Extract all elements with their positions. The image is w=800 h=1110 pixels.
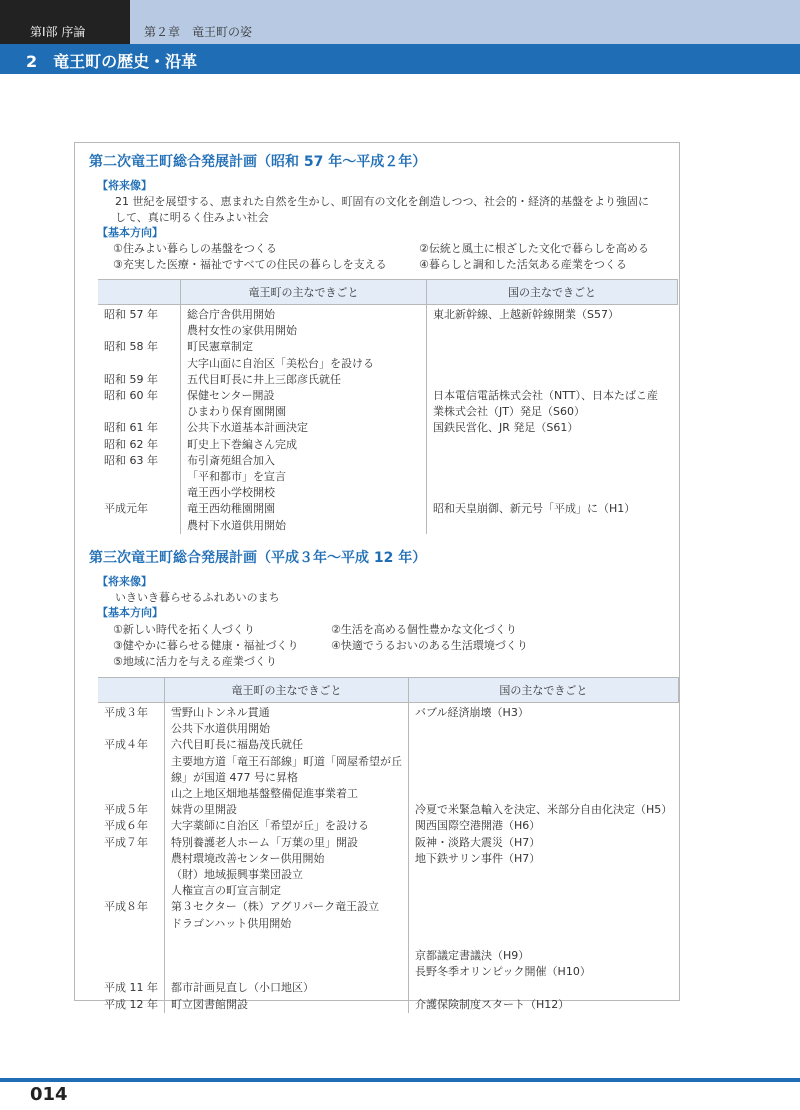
plan2-town-line: 竜王西小学校開校 bbox=[187, 486, 275, 500]
plan3-nation-line: 介護保険制度スタート（H12） bbox=[415, 997, 570, 1011]
footer-rule bbox=[0, 1078, 800, 1082]
plan2-nation-line: 業株式会社（JT）発足（S60） bbox=[433, 405, 585, 419]
plan3-town-line: 町立図書館開設 bbox=[171, 997, 248, 1011]
plan2-town-line: 五代目町長に井上三郎彦氏就任 bbox=[187, 372, 341, 386]
plan3-year-line bbox=[104, 867, 158, 883]
plan3-year-line: 平成 11 年 bbox=[104, 981, 158, 995]
plan3-table-body bbox=[98, 703, 678, 1013]
plan3-direction-1: ①新しい時代を拓く人づくり bbox=[113, 623, 255, 636]
plan2-nation-line bbox=[433, 323, 672, 339]
plan3-future-line1: いきいき暮らせるふれあいのまち bbox=[115, 591, 280, 604]
plan3-direction-5: ⑤地域に活力を与える産業づくり bbox=[113, 655, 277, 668]
plan2-town-line: 「平和都市」を宣言 bbox=[187, 470, 286, 484]
plan2-box bbox=[74, 142, 680, 539]
plan3-town-line: 妹背の里開設 bbox=[171, 803, 237, 817]
plan3-town-line: 第３セクター（株）アグリパーク竜王設立 bbox=[171, 900, 380, 914]
plan2-town-header: 竜王町の主なできごと bbox=[181, 280, 427, 305]
plan3-nation-line bbox=[415, 754, 672, 770]
plan3-nation-line bbox=[415, 737, 672, 753]
plan3-year-line: 平成３年 bbox=[104, 706, 148, 719]
plan2-nation-line bbox=[433, 453, 672, 469]
plan2-table bbox=[98, 279, 678, 534]
plan3-nation-line bbox=[415, 721, 672, 737]
plan3-year-line: 平成６年 bbox=[104, 819, 148, 833]
plan2-nation-line bbox=[433, 372, 672, 388]
plan2-year-line bbox=[104, 485, 174, 501]
plan2-town-column bbox=[181, 305, 427, 534]
plan2-nation-line: 東北新幹線、上越新幹線開業（S57） bbox=[433, 308, 619, 321]
plan2-nation-line bbox=[433, 437, 672, 453]
plan2-nation-line: 国鉄民営化、JR 発足（S61） bbox=[433, 421, 579, 435]
plan2-title: 第二次竜王町総合発展計画（昭和 57 年〜平成２年） bbox=[89, 154, 427, 170]
plan3-nation-column bbox=[409, 703, 679, 1013]
plan3-nation-line: 京都議定書議決（H9） bbox=[415, 949, 530, 963]
plan3-town-line: 主要地方道「竜王石部線」町道「岡屋希望が丘 bbox=[171, 754, 402, 768]
plan2-nation-column bbox=[427, 305, 678, 534]
plan3-town-line: 線」が国道 477 号に昇格 bbox=[171, 770, 298, 784]
plan2-year-line: 平成元年 bbox=[104, 502, 148, 516]
plan3-nation-line bbox=[415, 899, 672, 915]
plan2-year-line bbox=[104, 469, 174, 485]
header-chapter-label: 第２章 竜王町の姿 bbox=[144, 25, 253, 39]
plan2-direction-2: ②伝統と風土に根ざした文化で暮らしを高める bbox=[419, 242, 649, 255]
plan3-town-line: 公共下水道供用開始 bbox=[171, 722, 270, 736]
plan3-town-header: 竜王町の主なできごと bbox=[165, 678, 409, 703]
plan3-town-line: （財）地域振興事業団設立 bbox=[171, 868, 303, 882]
plan3-town-column bbox=[165, 703, 409, 1013]
plan3-nation-line: 地下鉄サリン事件（H7） bbox=[415, 851, 541, 865]
plan3-town-line: ドラゴンハット供用開始 bbox=[171, 916, 292, 930]
plan3-table bbox=[98, 677, 679, 1013]
plan3-year-line bbox=[104, 916, 158, 932]
plan3-direction-3: ③健やかに暮らせる健康・福祉づくり bbox=[113, 639, 299, 652]
plan3-town-line: 山之上地区畑地基盤整備促進事業着工 bbox=[171, 787, 358, 801]
plan3-year-line bbox=[104, 932, 158, 948]
page-number: 014 bbox=[30, 1084, 68, 1105]
plan2-direction-4: ④暮らしと調和した活気ある産業をつくる bbox=[419, 258, 627, 271]
plan3-town-line: 大字薬師に自治区「希望が丘」を設ける bbox=[171, 819, 369, 833]
plan2-town-line: ひまわり保育園開園 bbox=[187, 405, 286, 419]
plan3-year-line bbox=[104, 883, 158, 899]
plan2-town-line: 大字山面に自治区「美松台」を設ける bbox=[187, 356, 374, 370]
plan3-year-line: 平成 12 年 bbox=[104, 997, 158, 1011]
plan3-nation-line bbox=[415, 916, 672, 932]
plan3-year-line bbox=[104, 770, 158, 786]
plan2-town-line: 保健センター開設 bbox=[187, 389, 275, 403]
plan3-town-line bbox=[171, 932, 402, 948]
plan2-year-line: 昭和 58 年 bbox=[104, 340, 158, 354]
section-title-bar bbox=[0, 44, 800, 74]
plan2-year-line bbox=[104, 323, 174, 339]
plan3-town-line: 人権宣言の町宣言制定 bbox=[171, 884, 281, 898]
plan3-year-line: 平成７年 bbox=[104, 835, 148, 849]
plan2-future-line2: して、真に明るく住みよい社会 bbox=[115, 211, 269, 224]
plan3-year-line bbox=[104, 721, 158, 737]
plan2-nation-line bbox=[433, 518, 672, 534]
plan3-nation-line: 関西国際空港開港（H6） bbox=[415, 819, 541, 833]
plan3-town-line: 六代目町長に福島茂氏就任 bbox=[171, 738, 303, 752]
section-title: 2 竜王町の歴史・沿革 bbox=[26, 52, 198, 71]
plan3-nation-line bbox=[415, 770, 672, 786]
plan2-future-label: 【将来像】 bbox=[97, 179, 152, 192]
plan3-town-line: 都市計画見直し（小口地区） bbox=[171, 981, 314, 995]
header-chapter-bar bbox=[130, 0, 800, 44]
plan2-town-line: 農村下水道供用開始 bbox=[187, 518, 286, 532]
plan3-year-line: 平成５年 bbox=[104, 803, 148, 817]
header-part-tab bbox=[0, 0, 130, 44]
plan2-town-line: 竜王西幼稚園開園 bbox=[187, 502, 275, 516]
plan2-town-line: 町民憲章制定 bbox=[187, 340, 253, 354]
plan2-nation-line bbox=[433, 469, 672, 485]
plan3-nation-line bbox=[415, 980, 672, 996]
plan3-nation-line bbox=[415, 867, 672, 883]
plan2-year-line bbox=[104, 518, 174, 534]
plan2-nation-line bbox=[433, 485, 672, 501]
plan2-year-line: 昭和 60 年 bbox=[104, 389, 158, 403]
plan3-direction-2: ②生活を高める個性豊かな文化づくり bbox=[331, 623, 517, 636]
plan3-year-line: 平成８年 bbox=[104, 900, 148, 914]
plan3-town-line: 特別養護老人ホーム「万葉の里」開設 bbox=[171, 835, 358, 849]
plan3-nation-line bbox=[415, 786, 672, 802]
plan2-year-line: 昭和 61 年 bbox=[104, 421, 158, 435]
plan2-year-line: 昭和 63 年 bbox=[104, 453, 158, 467]
plan2-nation-header: 国の主なできごと bbox=[427, 280, 678, 305]
plan3-year-line bbox=[104, 851, 158, 867]
plan2-year-line: 昭和 59 年 bbox=[104, 372, 158, 386]
plan3-year-line bbox=[104, 786, 158, 802]
plan2-year-line: 昭和 57 年 bbox=[104, 308, 158, 321]
plan3-town-line bbox=[171, 948, 402, 964]
plan2-town-line: 布引斎苑組合加入 bbox=[187, 453, 275, 467]
header-part-label: 第Ⅰ部 序論 bbox=[30, 25, 86, 39]
plan3-nation-header: 国の主なできごと bbox=[409, 678, 679, 703]
plan2-year-line bbox=[104, 404, 174, 420]
plan3-nation-line: 冷夏で米緊急輸入を決定、米部分自由化決定（H5） bbox=[415, 803, 673, 817]
plan2-direction-label: 【基本方向】 bbox=[97, 226, 163, 239]
plan2-nation-line bbox=[433, 356, 672, 372]
plan3-nation-line: 阪神・淡路大震災（H7） bbox=[415, 835, 541, 849]
plan3-town-line: 農村環境改善センター供用開始 bbox=[171, 851, 325, 865]
plan3-nation-line bbox=[415, 932, 672, 948]
plan2-direction-3: ③充実した医療・福祉ですべての住民の暮らしを支える bbox=[113, 258, 387, 271]
plan3-year-line bbox=[104, 948, 158, 964]
plan3-direction-label: 【基本方向】 bbox=[97, 606, 163, 619]
plan3-title: 第三次竜王町総合発展計画（平成３年〜平成 12 年） bbox=[89, 550, 427, 566]
plan2-table-body bbox=[98, 305, 678, 534]
plan3-town-line bbox=[171, 964, 402, 980]
plan2-year-line bbox=[104, 356, 174, 372]
plan2-nation-line: 日本電信電話株式会社（NTT）、日本たばこ産 bbox=[433, 389, 658, 403]
plan2-year-line: 昭和 62 年 bbox=[104, 437, 158, 451]
plan2-nation-line: 昭和天皇崩御、新元号「平成」に（H1） bbox=[433, 502, 636, 516]
plan2-direction-1: ①住みよい暮らしの基盤をつくる bbox=[113, 242, 277, 255]
plan2-future-line1: 21 世紀を展望する、恵まれた自然を生かし、町固有の文化を創造しつつ、社会的・経済的基盤をより強固に bbox=[115, 195, 650, 208]
plan3-year-line bbox=[104, 754, 158, 770]
plan3-future-label: 【将来像】 bbox=[97, 575, 152, 588]
plan2-town-line: 総合庁舎供用開始 bbox=[187, 308, 275, 321]
plan3-nation-line: 長野冬季オリンピック開催（H10） bbox=[415, 965, 591, 979]
plan2-year-header bbox=[98, 280, 181, 305]
plan3-nation-line: バブル経済崩壊（H3） bbox=[415, 706, 529, 719]
plan3-year-header bbox=[98, 678, 165, 703]
plan2-nation-line bbox=[433, 339, 672, 355]
plan3-year-line bbox=[104, 964, 158, 980]
plan3-town-line: 雪野山トンネル貫通 bbox=[171, 706, 270, 719]
plan3-year-column bbox=[98, 703, 165, 1013]
plan3-nation-line bbox=[415, 883, 672, 899]
plan3-direction-4: ④快適でうるおいのある生活環境づくり bbox=[331, 639, 528, 652]
plan2-town-line: 公共下水道基本計画決定 bbox=[187, 421, 308, 435]
plan2-year-column bbox=[98, 305, 181, 534]
plan3-year-line: 平成４年 bbox=[104, 738, 148, 752]
plan3-box bbox=[74, 537, 680, 1011]
plan2-town-line: 町史上下巻編さん完成 bbox=[187, 437, 297, 451]
plan2-town-line: 農村女性の家供用開始 bbox=[187, 324, 297, 338]
